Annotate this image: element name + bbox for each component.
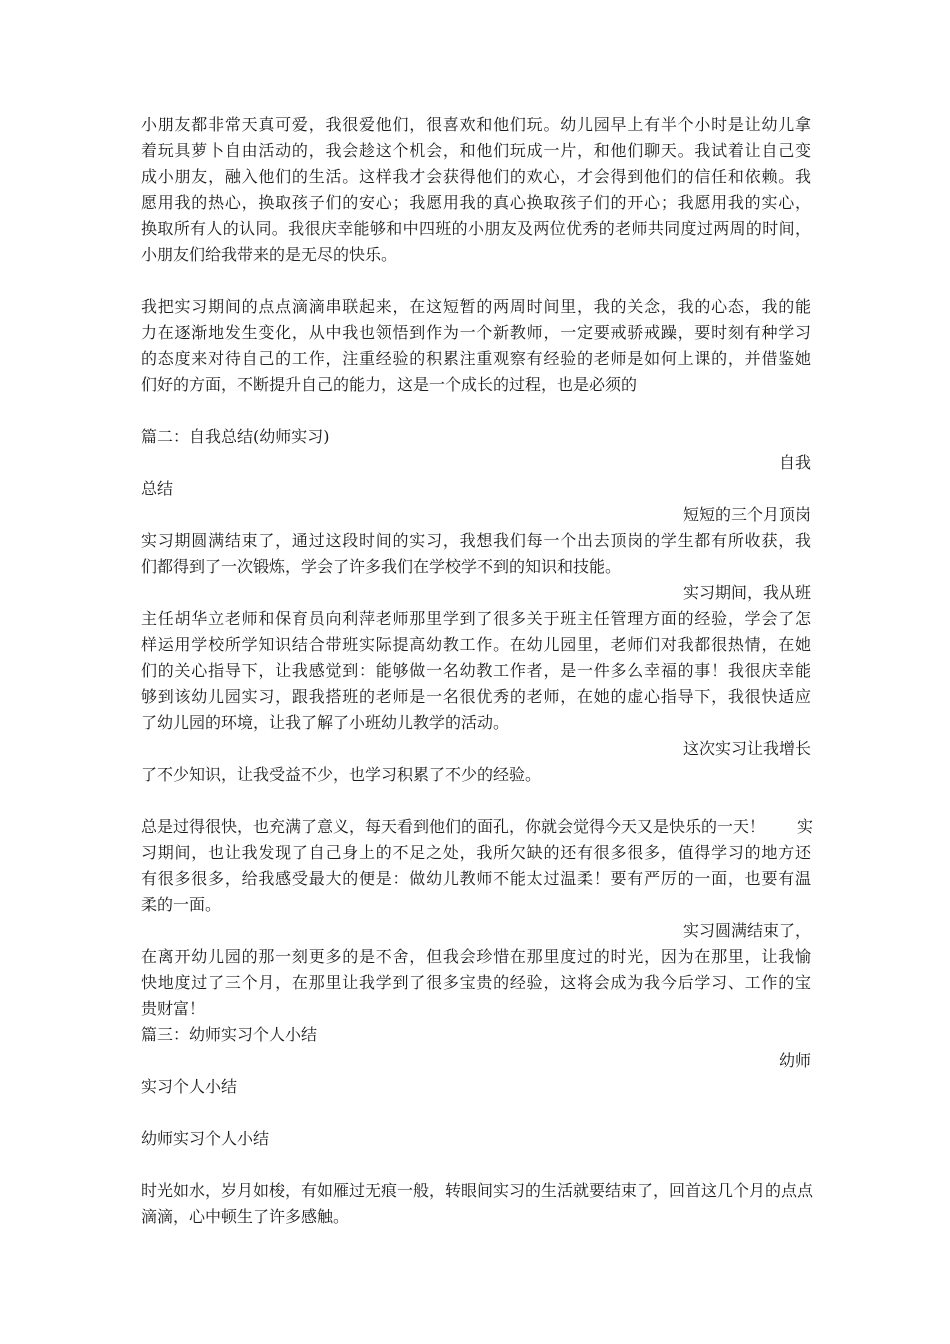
paragraph-1: [141, 112, 811, 268]
text-line: 时光如水，岁月如梭，有如雁过无痕一般，转眼间实习的生活就要结束了，回首这几个月的点点: [141, 1181, 814, 1200]
text-line: 换取所有人的认同。我很庆幸能够和中四班的小朋友及两位优秀的老师共同度过两周的时间，: [141, 219, 811, 238]
paragraph-2: [141, 294, 811, 398]
text-line: 柔的一面。: [141, 895, 222, 914]
text-line: 了不少知识，让我受益不少，也学习积累了不少的经验。: [141, 765, 542, 784]
text-line: 总是过得很快，也充满了意义，每天看到他们的面孔，你就会觉得今天又是快乐的一天！ 实: [141, 817, 814, 836]
spacer: [141, 788, 811, 814]
text-line: 着玩具萝卜自由活动的，我会趁这个机会，和他们玩成一片，和他们聊天。我试着让自己变: [141, 141, 811, 160]
section-3-subtitle: 幼师实习个人小结: [141, 1129, 270, 1148]
text-line: 有很多很多，给我感受最大的便是：做幼儿教师不能太过温柔！要有严厉的一面，也要有温: [141, 869, 811, 888]
section-3-title-left: 实习个人小结: [141, 1077, 238, 1096]
text-line: 样运用学校所学知识结合带班实际提高幼教工作。在幼儿园里，老师们对我都很热情，在她: [141, 635, 811, 654]
text-line: 快地度过了三个月，在那里让我学到了很多宝贵的经验，这将会成为我今后学习、工作的宝: [141, 973, 811, 992]
section-2-paragraph-1: [141, 528, 811, 580]
section-2-intro-right: 短短的三个月顶岗: [682, 505, 811, 524]
section-2-paragraph-4: [141, 814, 814, 918]
section-3-title-right: 幼师: [778, 1051, 811, 1070]
text-line: 够到该幼儿园实习，跟我搭班的老师是一名很优秀的老师，在她的虚心指导下，我很快适应: [141, 687, 811, 706]
text-line: 愿用我的热心，换取孩子们的安心；我愿用我的真心换取孩子们的开心；我愿用我的实心，: [141, 193, 811, 212]
section-2-heading: 篇二：自我总结(幼师实习): [141, 427, 330, 446]
text-line: 力在逐渐地发生变化，从中我也领悟到作为一个新教师，一定要戒骄戒躁，要时刻有种学习: [141, 323, 811, 342]
section-2-title-right: 自我: [778, 453, 811, 472]
text-line: 在离开幼儿园的那一刻更多的是不舍，但我会珍惜在那里度过的时光，因为在那里，让我愉: [141, 947, 811, 966]
section-2-p3-right: 这次实习让我增长: [682, 739, 811, 758]
text-line: 们好的方面，不断提升自己的能力，这是一个成长的过程，也是必须的: [141, 375, 638, 394]
text-line: 成小朋友，融入他们的生活。这样我才会获得他们的欢心，才会得到他们的信任和依赖。我: [141, 167, 811, 186]
text-line: 们都得到了一次锻炼，学会了许多我们在学校学不到的知识和技能。: [141, 557, 622, 576]
section-2-paragraph-2: [141, 606, 811, 736]
document-body: [141, 112, 814, 1230]
section-2-p2-right: 实习期间，我从班: [682, 583, 811, 602]
section-2-paragraph-5: [141, 944, 811, 1022]
text-line: 们的关心指导下，让我感觉到：能够做一名幼教工作者，是一件多么幸福的事！我很庆幸能: [141, 661, 811, 680]
spacer: [141, 268, 811, 294]
text-line: 主任胡华立老师和保育员向利萍老师那里学到了很多关于班主任管理方面的经验，学会了怎: [141, 609, 811, 628]
text-line: 小朋友们给我带来的是无尽的快乐。: [141, 245, 398, 264]
text-line: 习期间，也让我发现了自己身上的不足之处，我所欠缺的还有很多很多，值得学习的地方还: [141, 843, 811, 862]
text-line: 贵财富！: [141, 999, 206, 1018]
text-line: 实习期圆满结束了，通过这段时间的实习，我想我们每一个出去顶岗的学生都有所收获，我: [141, 531, 811, 550]
text-line: 我把实习期间的点点滴滴串联起来，在这短暂的两周时间里，我的关念，我的心态，我的能: [141, 297, 811, 316]
section-2-paragraph-3: [141, 762, 811, 788]
section-2-p5-right: 实习圆满结束了，: [682, 921, 811, 940]
text-line: 小朋友都非常天真可爱，我很爱他们，很喜欢和他们玩。幼儿园早上有半个小时是让幼儿拿: [141, 115, 811, 134]
section-3-heading: 篇三：幼师实习个人小结: [141, 1025, 318, 1044]
text-line: 的态度来对待自己的工作，注重经验的积累注重观察有经验的老师是如何上课的，并借鉴她: [141, 349, 811, 368]
section-2-title-left: 总结: [141, 479, 174, 498]
spacer: [141, 1152, 811, 1178]
text-line: 滴滴，心中顿生了许多感触。: [141, 1207, 350, 1226]
spacer: [141, 398, 811, 424]
text-line: 了幼儿园的环境，让我了解了小班幼儿教学的活动。: [141, 713, 510, 732]
spacer: [141, 1100, 811, 1126]
section-3-paragraph-1: [141, 1178, 814, 1230]
